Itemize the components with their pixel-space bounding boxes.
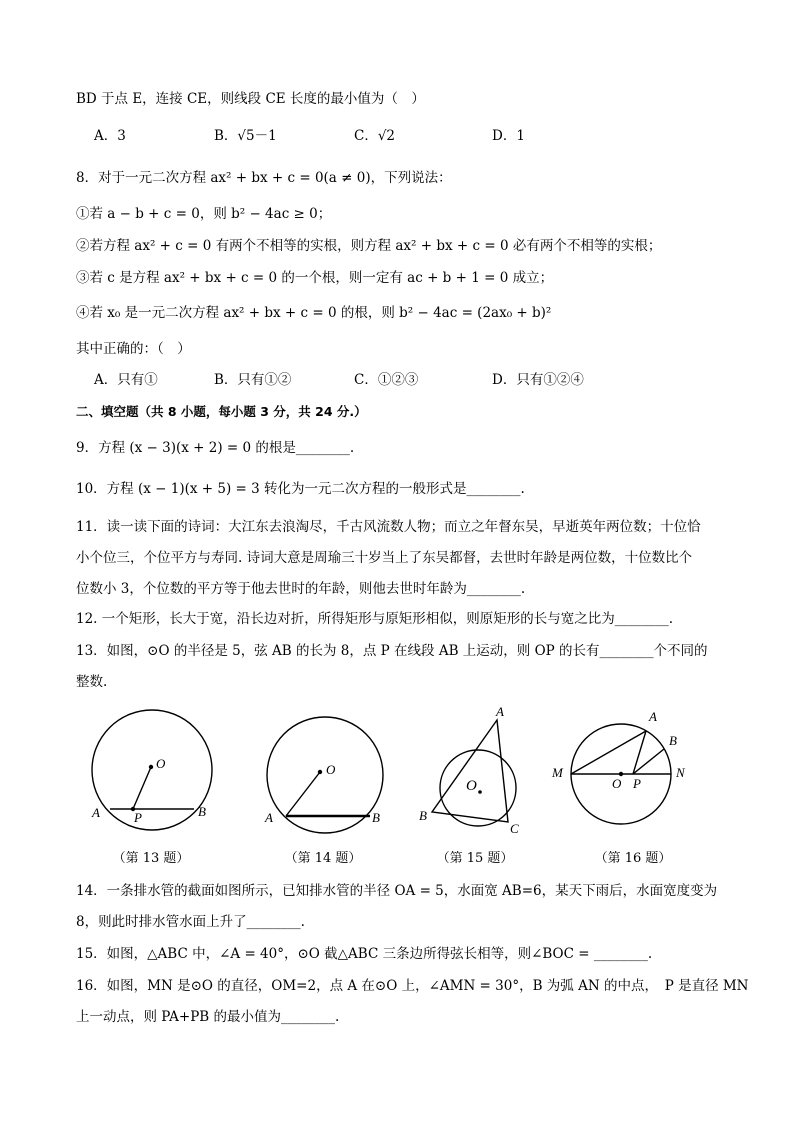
q8-option-d: D．只有①②④ [492, 372, 584, 388]
f13-point-o [149, 765, 153, 769]
f15-label-o: O [466, 778, 477, 794]
f16-label-p: P [633, 776, 641, 791]
f16-segment-pb [633, 749, 664, 774]
q12-text: 12. 一个矩形，长大于宽，沿长边对折，所得矩形与原矩形相似，则原矩形的长与宽之比为________. [76, 611, 674, 627]
f13-label-p: P [134, 810, 142, 825]
q8-item-2: ②若方程 ax² + c = 0 有两个不相等的实根，则方程 ax² + bx + c = 0 必有两个不相等的实根； [76, 238, 662, 254]
figure-14 [260, 705, 390, 840]
f14-point-o [318, 770, 322, 774]
f15-point-o [478, 790, 482, 794]
f15-label-b: B [419, 808, 427, 823]
q7-tail-text: BD 于点 E，连接 CE，则线段 CE 长度的最小值为（ ） [76, 91, 425, 107]
q13-line-1: 13．如图，⊙O 的半径是 5，弦 AB 的长为 8，点 P 在线段 AB 上运动，则 OP 的长有________个不同的 [76, 643, 708, 659]
q8-option-c: C．①②③ [354, 372, 419, 388]
f13-label-o: O [156, 756, 166, 771]
q7-option-b: B．√5－1 [214, 128, 277, 144]
q8-item-3: ③若 c 是方程 ax² + bx + c = 0 的一个根，则一定有 ac + b + 1 = 0 成立； [76, 270, 554, 286]
f13-label-a: A [92, 805, 100, 820]
f16-label-a: A [649, 709, 657, 724]
q14-line-1: 14．一条排水管的截面如图所示，已知排水管的半径 OA = 5，水面宽 AB=6，某天下雨后，水面宽度变为 [76, 883, 718, 899]
q11-line-3: 位数小 3，个位数的平方等于他去世时的年龄，则他去世时年龄为________. [76, 581, 526, 597]
f15-label-a: A [496, 704, 504, 719]
q9-text: 9．方程 (x − 3)(x + 2) = 0 的根是________. [76, 440, 355, 456]
f15-label-c: C [510, 821, 519, 836]
f13-segment-op [133, 767, 151, 809]
f16-label-b: B [669, 733, 677, 748]
f15-caption: （第 15 题） [436, 851, 514, 866]
figure-13 [90, 705, 220, 840]
q8-item-1: ①若 a − b + c = 0，则 b² − 4ac ≥ 0； [76, 206, 332, 222]
q13-line-2: 整数. [76, 674, 108, 690]
q8-option-b: B．只有①② [214, 372, 292, 388]
f14-label-o: O [326, 762, 336, 777]
f13-label-b: B [198, 804, 206, 819]
f13-circle [92, 710, 212, 830]
q8-option-a: A．只有① [94, 372, 158, 388]
q11-line-1: 11．读一读下面的诗词：大江东去浪淘尽，千古风流数人物；而立之年督东吴，早逝英年两位数；十位恰 [76, 519, 701, 535]
section-2-title: 二、填空题（共 8 小题，每小题 3 分，共 24 分.） [76, 404, 367, 419]
q8-stem: 8．对于一元二次方程 ax² + bx + c = 0(a ≠ 0)，下列说法： [76, 170, 452, 186]
q8-item-4: ④若 x₀ 是一元二次方程 ax² + bx + c = 0 的根，则 b² − 4ac = (2ax₀ + b)² [76, 305, 552, 321]
q16-line-2: 上一动点，则 PA+PB 的最小值为________. [76, 1009, 340, 1025]
f14-caption: （第 14 题） [284, 851, 362, 866]
q10-text: 10．方程 (x − 1)(x + 5) = 3 转化为一元二次方程的一般形式是________. [76, 481, 525, 497]
q14-line-2: 8，则此时排水管水面上升了________. [76, 914, 305, 930]
q11-line-2: 小个位三，个位平方与寿同. 诗词大意是周瑜三十岁当上了东吴都督，去世时年龄是两位数，十位数比个 [76, 550, 693, 566]
f14-label-a: A [265, 810, 273, 825]
q7-option-a: A．3 [94, 128, 126, 144]
f16-label-m: M [552, 765, 563, 780]
f16-label-o: O [612, 776, 622, 791]
q8-ask: 其中正确的：（ ） [76, 341, 191, 357]
q16-line-1: 16．如图，MN 是⊙O 的直径，OM=2，点 A 在⊙O 上，∠AMN = 30°，B 为弧 AN 的中点， P 是直径 MN [76, 978, 749, 994]
f16-label-n: N [676, 765, 685, 780]
q7-option-d: D．1 [492, 128, 525, 144]
figure-15 [415, 700, 530, 842]
f16-caption: （第 16 题） [594, 851, 672, 866]
f14-label-b: B [372, 810, 380, 825]
f14-segment-oa [286, 772, 320, 816]
q15-text: 15．如图，△ABC 中，∠A = 40°，⊙O 截△ABC 三条边所得弦长相等，则∠BOC = ________. [76, 946, 653, 962]
f13-caption: （第 13 题） [112, 851, 190, 866]
figure-16 [550, 705, 695, 840]
q7-option-c: C．√2 [354, 128, 396, 144]
